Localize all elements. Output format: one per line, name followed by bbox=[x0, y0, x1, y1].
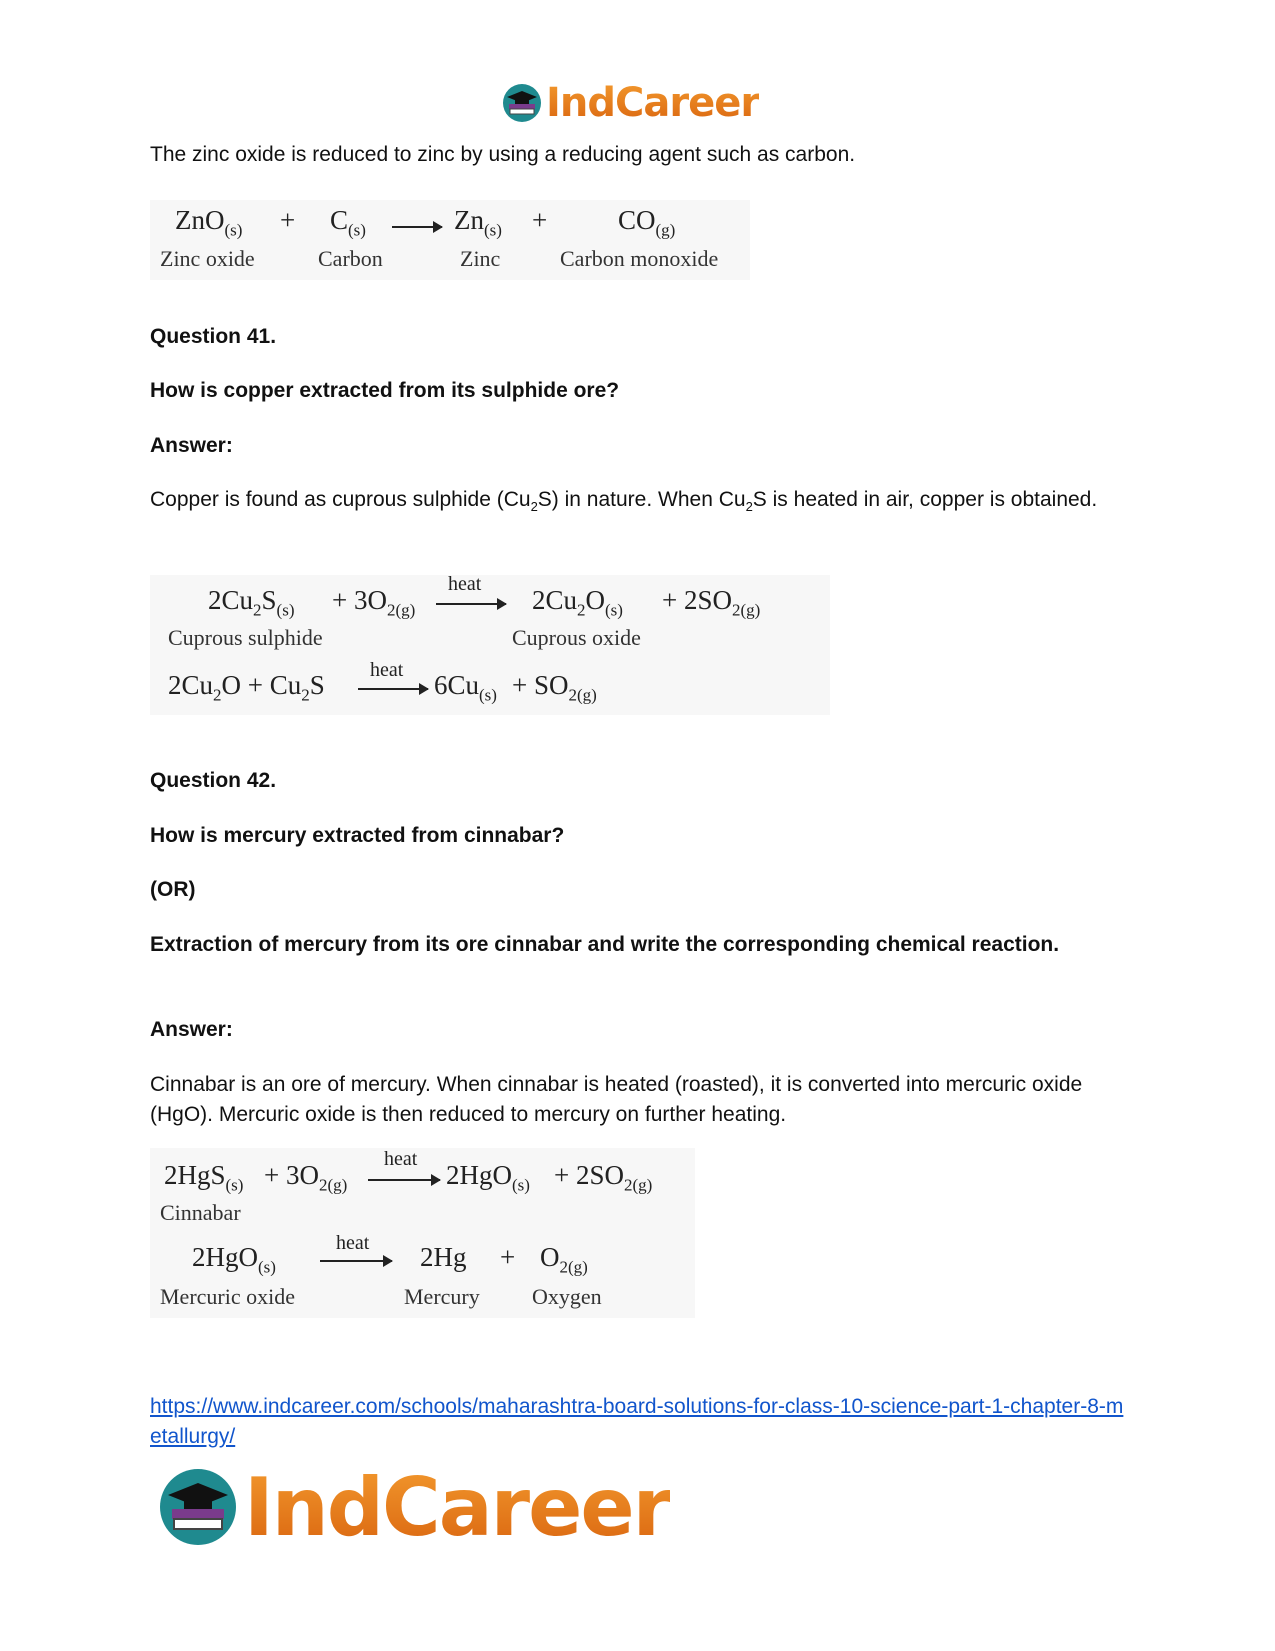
heat-condition: heat bbox=[336, 1232, 370, 1254]
heat-condition: heat bbox=[370, 659, 404, 681]
heat-condition: heat bbox=[384, 1148, 418, 1170]
question-42-alt-text: Extraction of mercury from its ore cinnabar and write the corresponding chemical reaction. bbox=[150, 933, 1060, 956]
mercury-label: Mercury bbox=[404, 1284, 480, 1309]
question-41-heading: Question 41. bbox=[150, 325, 277, 348]
zinc-formula: $Zn_{(s)}$ bbox=[454, 205, 502, 240]
carbon-label: Carbon bbox=[318, 246, 383, 271]
indcareer-logo-top bbox=[502, 80, 759, 126]
answer-42-text: Cinnabar is an ore of mercury. When cinnabar is heated (roasted), it is converted into mercuric oxide (HgO). Mercuric oxide is then reduced to mercury on further heating. bbox=[150, 1073, 1083, 1126]
carbon-formula: $C_{(s)}$ bbox=[330, 205, 366, 240]
copper-reaction-equations bbox=[150, 575, 830, 715]
cinnabar-formula: 2HgS$_{(s)}$ bbox=[164, 1160, 244, 1195]
question-42-text: How is mercury extracted from cinnabar? bbox=[150, 824, 565, 847]
mercury-reaction-equations bbox=[150, 1148, 695, 1318]
mercuric-oxide-formula: 2HgO$_{(s)}$ bbox=[192, 1242, 276, 1277]
answer-42-label: Answer: bbox=[150, 1018, 233, 1041]
or-separator: (OR) bbox=[150, 878, 196, 901]
plus-sign: + bbox=[280, 205, 296, 235]
graduation-cap-books-icon bbox=[502, 83, 542, 123]
carbon-monoxide-label: Carbon monoxide bbox=[560, 246, 719, 271]
reaction-arrow bbox=[436, 603, 506, 605]
source-link[interactable]: https://www.indcareer.com/schools/maharashtra-board-solutions-for-class-10-science-part-1-chapter-8-metallurgy/ bbox=[150, 1395, 1124, 1448]
oxygen-reactant: + $3O_{2(g)}$ bbox=[332, 585, 416, 620]
sulphur-dioxide-product: + $SO_{2(g)}$ bbox=[512, 670, 597, 705]
oxygen-label: Oxygen bbox=[532, 1284, 602, 1309]
sulphur-dioxide-product: + $2SO_{2(g)}$ bbox=[662, 585, 761, 620]
intro-text: The zinc oxide is reduced to zinc by using a reducing agent such as carbon. bbox=[150, 143, 856, 166]
mercury-product: 2Hg bbox=[420, 1242, 467, 1272]
oxygen-product: $O_{2(g)}$ bbox=[540, 1242, 588, 1277]
copper-reduction-reactants: $2Cu_2O + Cu_2S$ bbox=[168, 670, 325, 705]
zinc-reaction-equation bbox=[150, 200, 750, 280]
cuprous-oxide-formula: $2Cu_2O_{(s)}$ bbox=[532, 585, 623, 620]
reaction-arrow bbox=[358, 688, 428, 690]
mercuric-oxide-label: Mercuric oxide bbox=[160, 1284, 295, 1309]
oxygen-reactant: + $3O_{2(g)}$ bbox=[264, 1160, 348, 1195]
zinc-oxide-formula: ZnO$_{(s)}$ bbox=[175, 205, 243, 240]
zinc-label: Zinc bbox=[460, 246, 501, 271]
graduation-cap-books-icon bbox=[158, 1467, 238, 1547]
cuprous-oxide-label: Cuprous oxide bbox=[512, 625, 641, 650]
reaction-arrow bbox=[320, 1260, 392, 1262]
cuprous-sulphide-formula: $2Cu_2S_{(s)}$ bbox=[208, 585, 295, 620]
heat-condition: heat bbox=[448, 573, 482, 595]
carbon-monoxide-formula: $CO_{(g)}$ bbox=[618, 205, 676, 240]
logo-text: IndCareer bbox=[244, 1460, 671, 1554]
copper-product: $6Cu_{(s)}$ bbox=[434, 670, 497, 705]
answer-41-text: Copper is found as cuprous sulphide $(Cu_2S)$ in nature. When $Cu_2S$ is heated in air, copper is obtained. bbox=[150, 488, 1098, 515]
question-41-text: How is copper extracted from its sulphide ore? bbox=[150, 379, 620, 402]
zinc-oxide-label: Zinc oxide bbox=[160, 246, 255, 271]
cuprous-sulphide-label: Cuprous sulphide bbox=[168, 625, 323, 650]
reaction-arrow bbox=[392, 226, 442, 228]
cinnabar-label: Cinnabar bbox=[160, 1200, 241, 1225]
plus-sign: + bbox=[532, 205, 548, 235]
question-42-heading: Question 42. bbox=[150, 769, 277, 792]
logo-text: IndCareer bbox=[546, 80, 760, 126]
answer-41-label: Answer: bbox=[150, 434, 233, 457]
mercuric-oxide-product: 2HgO$_{(s)}$ bbox=[446, 1160, 530, 1195]
sulphur-dioxide-product: + $2SO_{2(g)}$ bbox=[554, 1160, 653, 1195]
reaction-arrow bbox=[368, 1179, 440, 1181]
plus-sign: + bbox=[500, 1242, 516, 1272]
indcareer-logo-bottom bbox=[158, 1460, 671, 1554]
